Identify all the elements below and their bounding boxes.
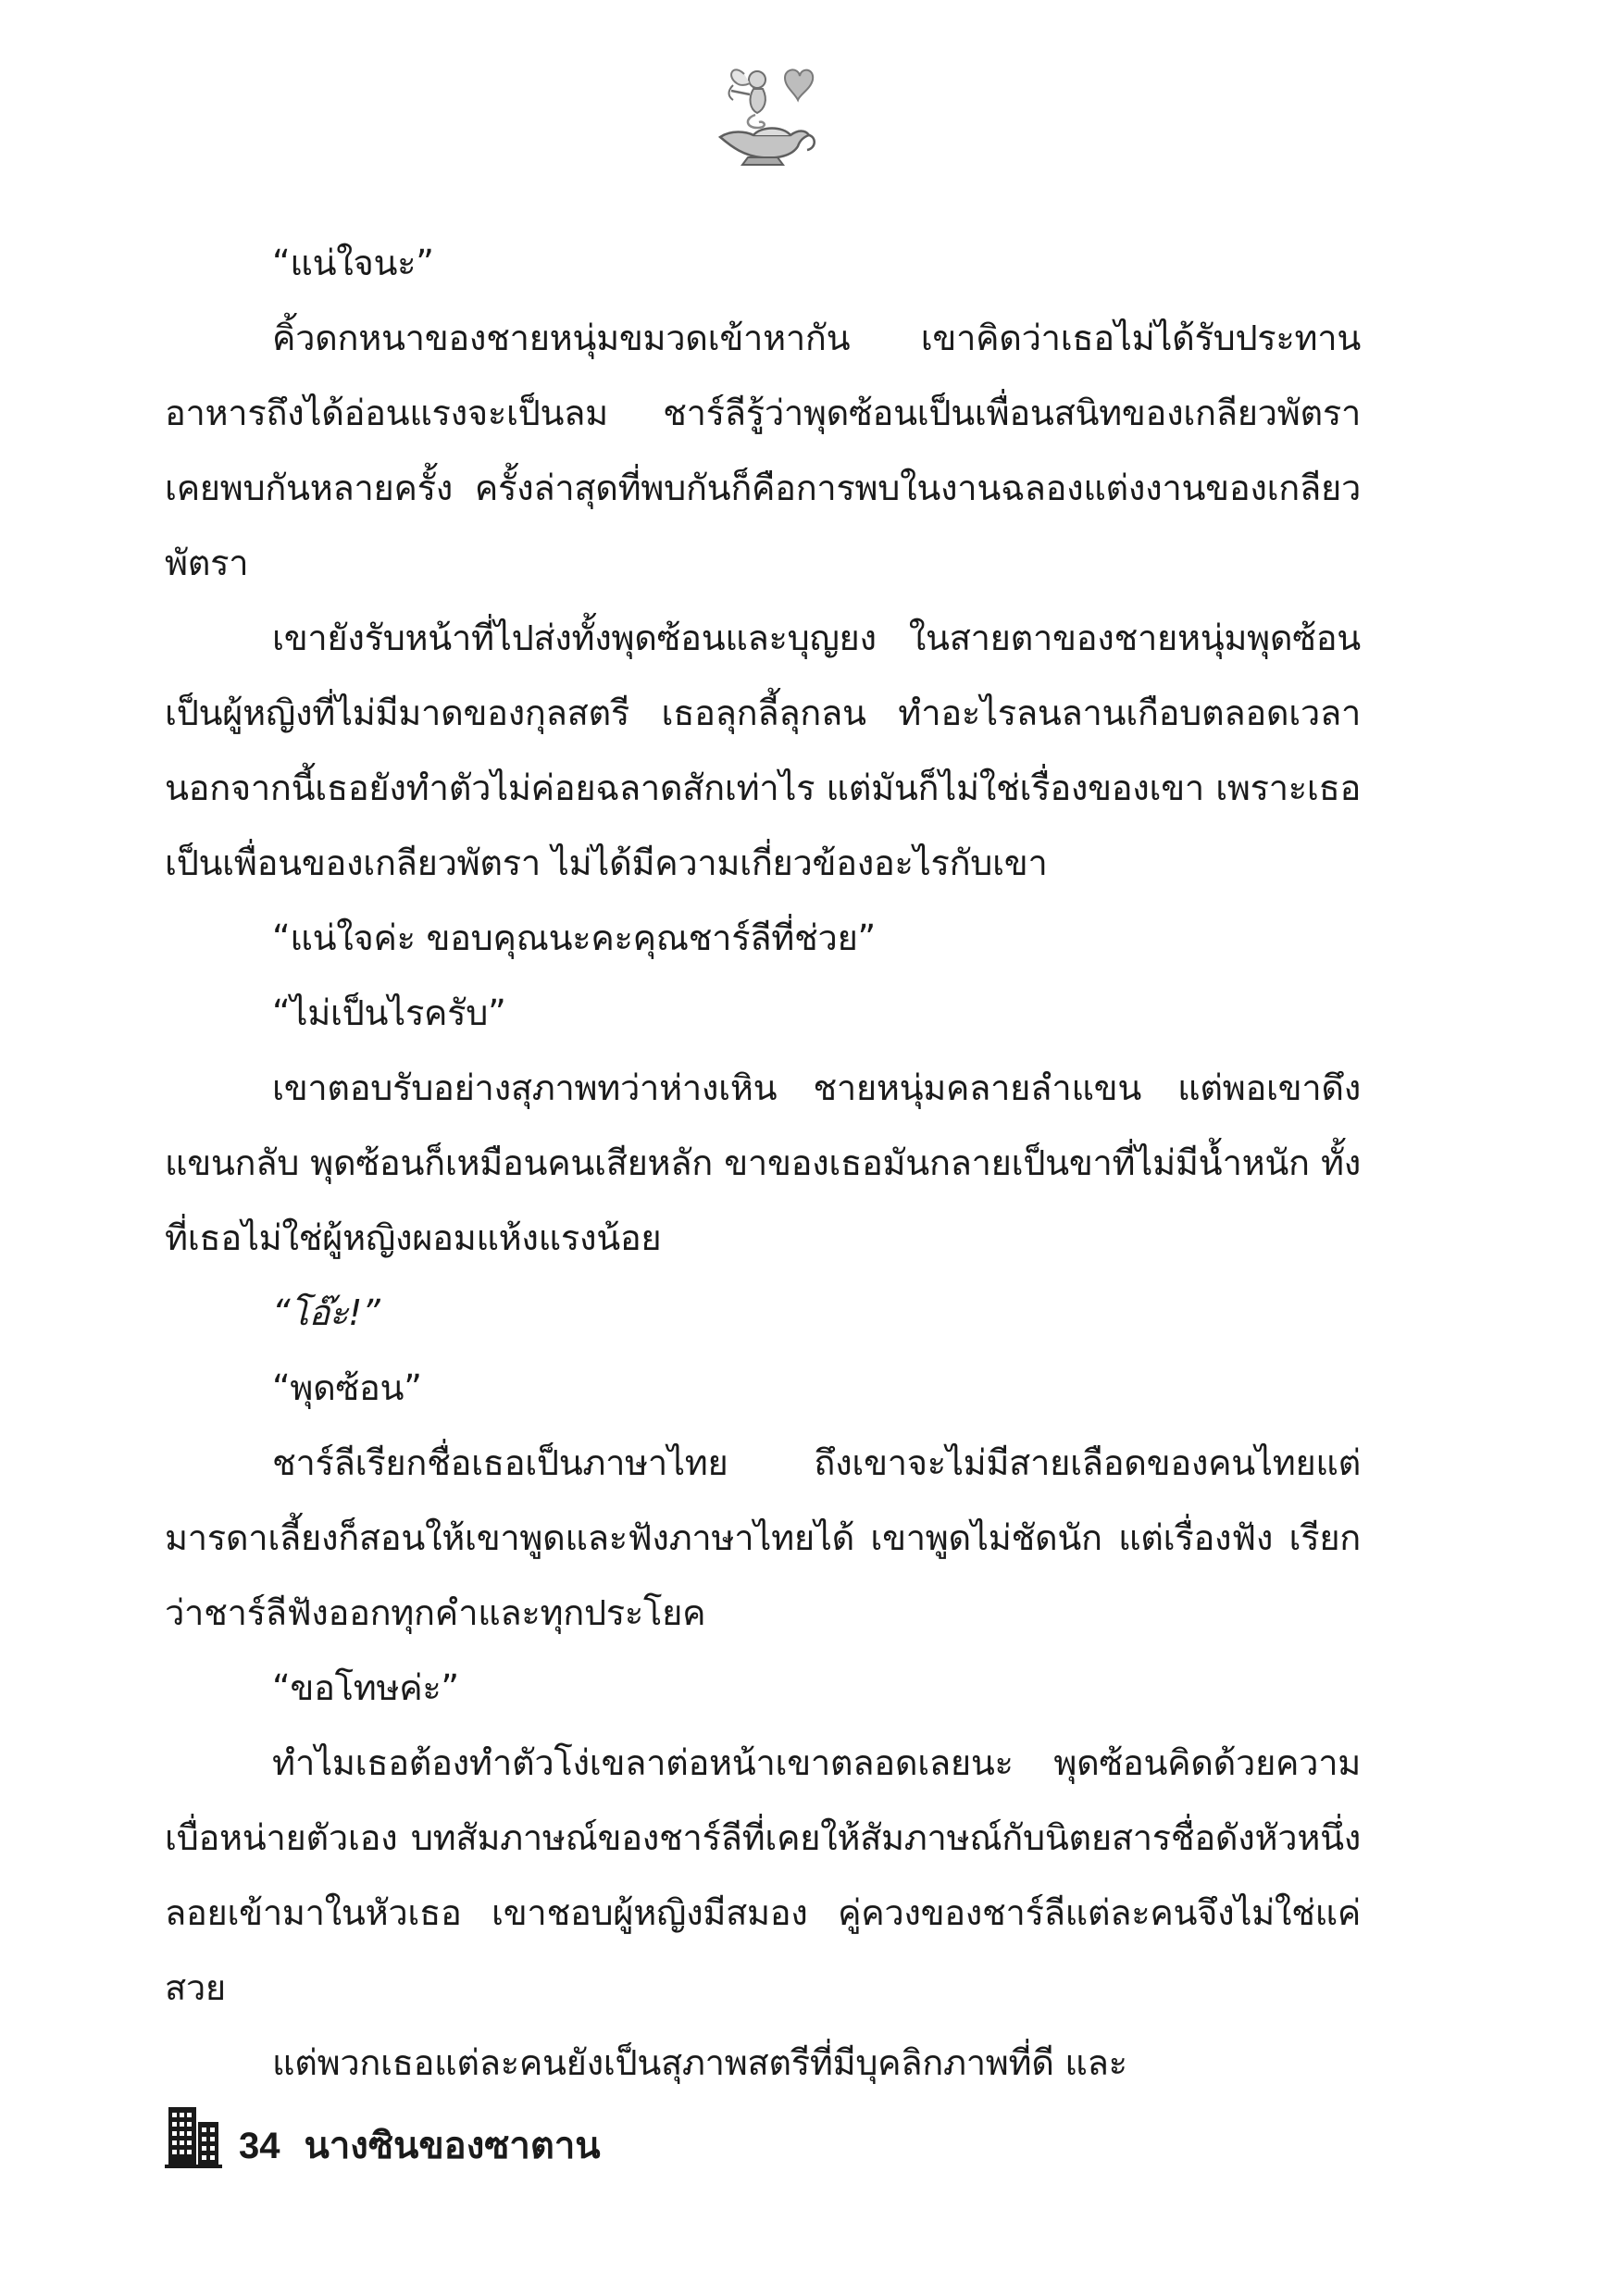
paragraph-3: เขายังรับหน้าที่ไปส่งทั้งพุดซ้อนและบุญยง ในสายตาของชายหนุ่มพุดซ้อนเป็นผู้หญิงที่ไม่มีมาดของกุลสตรี เธอลุกลี้ลุกลน ทำอะไรลนลานเกือบตลอดเวลา นอกจากนี้เธอยังทำตัวไม่ค่อยฉลาดสักเท่าไร แต่มันก็ไม่ใช่เรื่องของเขา เพราะเธอเป็นเพื่อนของเกลียวพัตรา ไม่ได้มีความเกี่ยวข้องอะไรกับเขา	[165, 618, 1361, 883]
building-icon	[165, 2102, 222, 2168]
page-footer	[165, 2094, 601, 2168]
paragraph-8: “พุดซ้อน”	[272, 1367, 422, 1408]
paragraph-5: “ไม่เป็นไรครับ”	[272, 992, 506, 1033]
paragraph-2: คิ้วดกหนาของชายหนุ่มขมวดเข้าหากัน เขาคิดว่าเธอไม่ได้รับประทานอาหารถึงได้อ่อนแรงจะเป็นลม ชาร์ลีรู้ว่าพุดซ้อนเป็นเพื่อนสนิทของเกลียวพัตรา เคยพบกันหลายครั้ง ครั้งล่าสุดที่พบกันก็คือการพบในงานฉลองแต่งงานของเกลียวพัตรา	[165, 318, 1361, 583]
page-number: 34	[239, 2126, 280, 2166]
paragraph-10: “ขอโทษค่ะ”	[272, 1667, 459, 1708]
paragraph-7: “โอ๊ะ!”	[272, 1292, 380, 1333]
paragraph-1: “แน่ใจนะ”	[272, 243, 434, 283]
paragraph-9: ชาร์ลีเรียกชื่อเธอเป็นภาษาไทย ถึงเขาจะไม่มีสายเลือดของคนไทยแต่มารดาเลี้ยงก็สอนให้เขาพูดและฟังภาษาไทยได้ เขาพูดไม่ชัดนัก แต่เรื่องฟัง เรียกว่าชาร์ลีฟังออกทุกคำและทุกประโยค	[165, 1442, 1361, 1633]
cupid-teapot-ornament-icon	[700, 57, 820, 168]
book-title: นางซินของซาตาน	[304, 2125, 601, 2167]
paragraph-12: แต่พวกเธอแต่ละคนยังเป็นสุภาพสตรีที่มีบุคลิกภาพที่ดี และ	[272, 2042, 1127, 2083]
paragraph-11: ทำไมเธอต้องทำตัวโง่เขลาต่อหน้าเขาตลอดเลยนะ พุดซ้อนคิดด้วยความเบื่อหน่ายตัวเอง บทสัมภาษณ์ของชาร์ลีที่เคยให้สัมภาษณ์กับนิตยสารชื่อดังหัวหนึ่งลอยเข้ามาในหัวเธอ เขาชอบผู้หญิงมีสมอง คู่ควงของชาร์ลีแต่ละคนจึงไม่ใช่แค่สวย	[165, 1742, 1361, 2008]
page-body	[165, 226, 1361, 2101]
paragraph-6: เขาตอบรับอย่างสุภาพทว่าห่างเหิน ชายหนุ่มคลายลำแขน แต่พอเขาดึงแขนกลับ พุดซ้อนก็เหมือนคนเสียหลัก ขาของเธอมันกลายเป็นขาที่ไม่มีน้ำหนัก ทั้งที่เธอไม่ใช่ผู้หญิงผอมแห้งแรงน้อย	[165, 1067, 1361, 1258]
paragraph-4: “แน่ใจค่ะ ขอบคุณนะคะคุณชาร์ลีที่ช่วย”	[272, 917, 876, 958]
